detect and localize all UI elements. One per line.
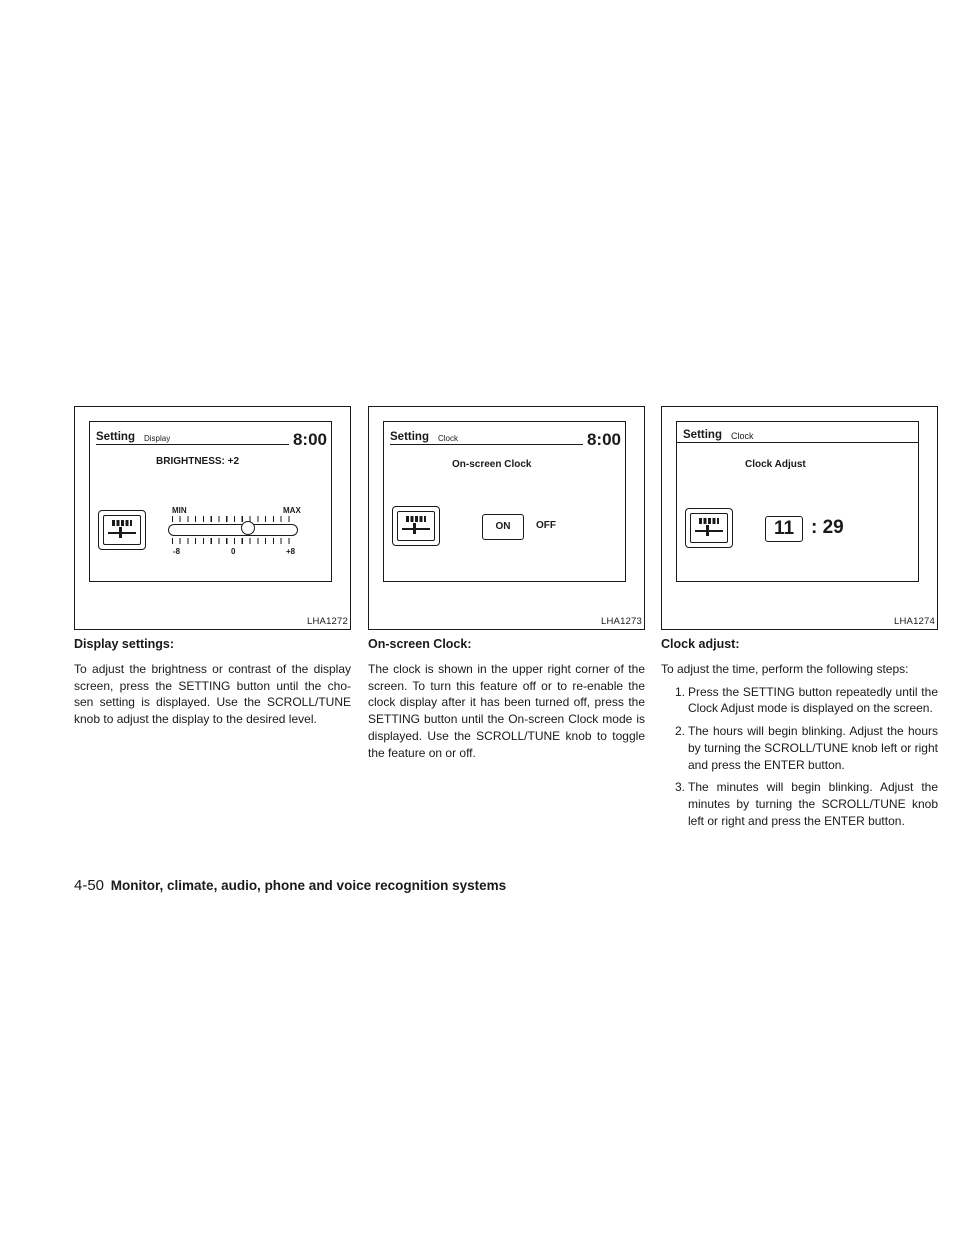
page-number: 4-50: [74, 877, 105, 894]
section-title: Display settings:: [74, 637, 175, 651]
column-display-settings: [74, 406, 351, 728]
section-text: To adjust the brightness or contrast of the display screen, press the SETTING button until the cho- sen setting is displayed. Use the SCROLL/TUNE knob to adjust the display to the desired level.: [74, 662, 351, 727]
column-clock-adjust: [661, 406, 938, 829]
column-onscreen-clock: [368, 406, 645, 761]
list-item: [661, 779, 938, 829]
chapter-title: Monitor, climate, audio, phone and voice recognition systems: [110, 878, 507, 893]
figure-code: LHA1272: [306, 616, 348, 627]
step-number: 3.: [675, 780, 686, 795]
screen-header: [96, 426, 327, 449]
steps-list: [661, 684, 938, 830]
scroll-tune-knob-icon: [392, 506, 440, 546]
screen-header: [390, 426, 621, 449]
slider-max-label: MAX: [283, 506, 301, 515]
slider-high-label: +8: [286, 547, 296, 556]
off-option: OFF: [536, 520, 556, 531]
step-text: The minutes will begin blinking. Adjust the minutes by turning the SCROLL/TUNE knob left or right and press the ENTER button.: [688, 780, 938, 828]
figure-clock-adjust: [661, 406, 938, 630]
slider-ticks-top: [172, 516, 296, 522]
section-title: Clock adjust:: [661, 637, 740, 651]
header-setting: Setting: [96, 431, 135, 443]
section-title: On-screen Clock:: [368, 637, 472, 651]
header-clock: 8:00: [583, 430, 621, 450]
figure-code: LHA1274: [893, 616, 935, 627]
step-text: Press the SETTING button repeatedly until the Clock Adjust mode is displayed on the screen.: [688, 684, 938, 716]
hour-value: 11: [765, 516, 803, 542]
header-clock: 8:00: [289, 430, 327, 450]
slider-min-label: MIN: [172, 506, 187, 515]
display-screen: [89, 421, 332, 582]
page-footer: [74, 877, 506, 894]
display-screen: [676, 421, 919, 582]
figure-onscreen-clock: [368, 406, 645, 630]
header-sub: Clock: [731, 431, 754, 441]
header-setting: Setting: [390, 431, 429, 443]
header-sub: Clock: [438, 434, 459, 443]
display-screen: [383, 421, 626, 582]
list-item: [661, 684, 938, 717]
scroll-tune-knob-icon: [685, 508, 733, 548]
header-sub: Display: [144, 434, 171, 443]
brightness-label: BRIGHTNESS: +2: [156, 456, 240, 467]
step-number: 1.: [675, 684, 686, 699]
list-item: [661, 723, 938, 773]
header-setting: Setting: [683, 429, 722, 441]
minute-value: : 29: [811, 517, 844, 538]
step-number: 2.: [675, 724, 686, 739]
onscreen-clock-label: On-screen Clock: [452, 459, 532, 470]
slider-ticks-bottom: [172, 538, 296, 544]
slider-mid-label: 0: [231, 547, 236, 556]
brightness-slider-track: [168, 524, 298, 536]
section-intro: To adjust the time, perform the following steps:: [661, 662, 909, 676]
section-text: The clock is shown in the upper right corner of the screen. To turn this feature off or to re-enable the clock display after it has been turned off, press the SETTING button until the On-screen Clock mode is displayed. Use the SCROLL/TUNE knob to toggle the feature on or off.: [368, 662, 645, 760]
screen-header: [677, 422, 918, 443]
slider-low-label: -8: [173, 547, 181, 556]
step-text: The hours will begin blinking. Adjust the hours by turning the SCROLL/TUNE knob left or right and press the ENTER button.: [688, 724, 938, 772]
scroll-tune-knob-icon: [98, 510, 146, 550]
figure-display-brightness: [74, 406, 351, 630]
on-option: ON: [482, 514, 524, 540]
figure-code: LHA1273: [600, 616, 642, 627]
clock-adjust-label: Clock Adjust: [745, 459, 806, 470]
brightness-slider-knob: [241, 521, 255, 535]
